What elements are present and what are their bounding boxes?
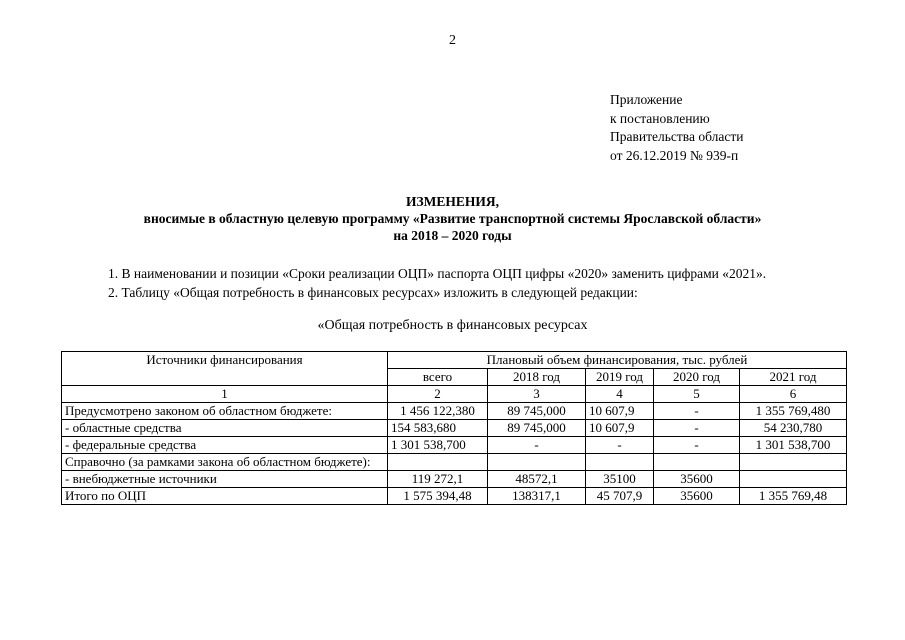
subheader-2020: 2020 год bbox=[654, 369, 740, 386]
cell-2019: 10 607,9 bbox=[586, 420, 654, 437]
cell-total: 1 456 122,380 bbox=[388, 403, 488, 420]
col-number: 2 bbox=[388, 386, 488, 403]
table-row bbox=[62, 437, 847, 454]
title-heading: ИЗМЕНЕНИЯ, bbox=[405, 194, 499, 209]
cell-total: 1 575 394,48 bbox=[388, 488, 488, 505]
table-row bbox=[62, 454, 847, 471]
col-number: 3 bbox=[488, 386, 586, 403]
cell-2018: 89 745,000 bbox=[488, 420, 586, 437]
cell-total: 119 272,1 bbox=[388, 471, 488, 488]
cell-total: 154 583,680 bbox=[388, 420, 488, 437]
column-number-row bbox=[62, 386, 847, 403]
finance-table bbox=[61, 351, 847, 505]
cell-2021: 1 355 769,480 bbox=[740, 403, 847, 420]
header-source: Источники финансирования bbox=[62, 352, 388, 386]
cell-2018: 138317,1 bbox=[488, 488, 586, 505]
appendix-line-4: от 26.12.2019 № 939-п bbox=[610, 147, 739, 163]
cell-2021 bbox=[740, 454, 847, 471]
cell-2019: 35100 bbox=[586, 471, 654, 488]
col-number: 1 bbox=[62, 386, 388, 403]
appendix-line-1: Приложение bbox=[610, 92, 683, 107]
row-label: - федеральные средства bbox=[62, 437, 388, 454]
cell-2021: 1 355 769,48 bbox=[740, 488, 847, 505]
cell-2019 bbox=[586, 454, 654, 471]
cell-total: 1 301 538,700 bbox=[388, 437, 488, 454]
row-label: - областные средства bbox=[62, 420, 388, 437]
cell-2018: 89 745,000 bbox=[488, 403, 586, 420]
table-header-row bbox=[62, 352, 847, 369]
title-line-2: вносимые в областную целевую программу «Развитие транспортной системы Ярославской области» bbox=[143, 211, 762, 226]
appendix-block bbox=[610, 91, 743, 165]
subheader-2019: 2019 год bbox=[586, 369, 654, 386]
cell-2019: 10 607,9 bbox=[586, 403, 654, 420]
cell-2020: - bbox=[654, 420, 740, 437]
table-row bbox=[62, 420, 847, 437]
cell-2020: 35600 bbox=[654, 471, 740, 488]
row-label: Справочно (за рамками закона об областном бюджете): bbox=[62, 454, 388, 471]
cell-2020: - bbox=[654, 403, 740, 420]
cell-2018 bbox=[488, 454, 586, 471]
col-number: 5 bbox=[654, 386, 740, 403]
table-caption: «Общая потребность в финансовых ресурсах bbox=[317, 318, 588, 333]
cell-total bbox=[388, 454, 488, 471]
cell-2020 bbox=[654, 454, 740, 471]
table-row bbox=[62, 471, 847, 488]
cell-2019: - bbox=[586, 437, 654, 454]
cell-2020: - bbox=[654, 437, 740, 454]
table-row bbox=[62, 403, 847, 420]
cell-2021: 54 230,780 bbox=[740, 420, 847, 437]
subheader-2021: 2021 год bbox=[740, 369, 847, 386]
row-label: Предусмотрено законом об областном бюджете: bbox=[62, 403, 388, 420]
paragraph-1: 1. В наименовании и позиции «Сроки реализации ОЦП» паспорта ОЦП цифры «2020» заменить цифрами «2021». bbox=[108, 266, 767, 281]
appendix-line-2: к постановлению bbox=[610, 110, 710, 126]
subheader-2018: 2018 год bbox=[488, 369, 586, 386]
table-row-total bbox=[62, 488, 847, 505]
col-number: 6 bbox=[740, 386, 847, 403]
cell-2018: 48572,1 bbox=[488, 471, 586, 488]
appendix-line-3: Правительства области bbox=[610, 129, 744, 144]
cell-2020: 35600 bbox=[654, 488, 740, 505]
subheader-total: всего bbox=[388, 369, 488, 386]
header-planned: Плановый объем финансирования, тыс. рублей bbox=[388, 352, 847, 369]
row-label: - внебюджетные источники bbox=[62, 471, 388, 488]
page-number: 2 bbox=[449, 33, 456, 48]
paragraphs bbox=[108, 265, 766, 302]
cell-2018: - bbox=[488, 437, 586, 454]
cell-2021: 1 301 538,700 bbox=[740, 437, 847, 454]
document-title bbox=[0, 193, 905, 244]
cell-2021 bbox=[740, 471, 847, 488]
row-label: Итого по ОЦП bbox=[62, 488, 388, 505]
col-number: 4 bbox=[586, 386, 654, 403]
paragraph-2: 2. Таблицу «Общая потребность в финансовых ресурсах» изложить в следующей редакции: bbox=[108, 284, 638, 300]
title-line-3: на 2018 – 2020 годы bbox=[393, 228, 512, 243]
cell-2019: 45 707,9 bbox=[586, 488, 654, 505]
